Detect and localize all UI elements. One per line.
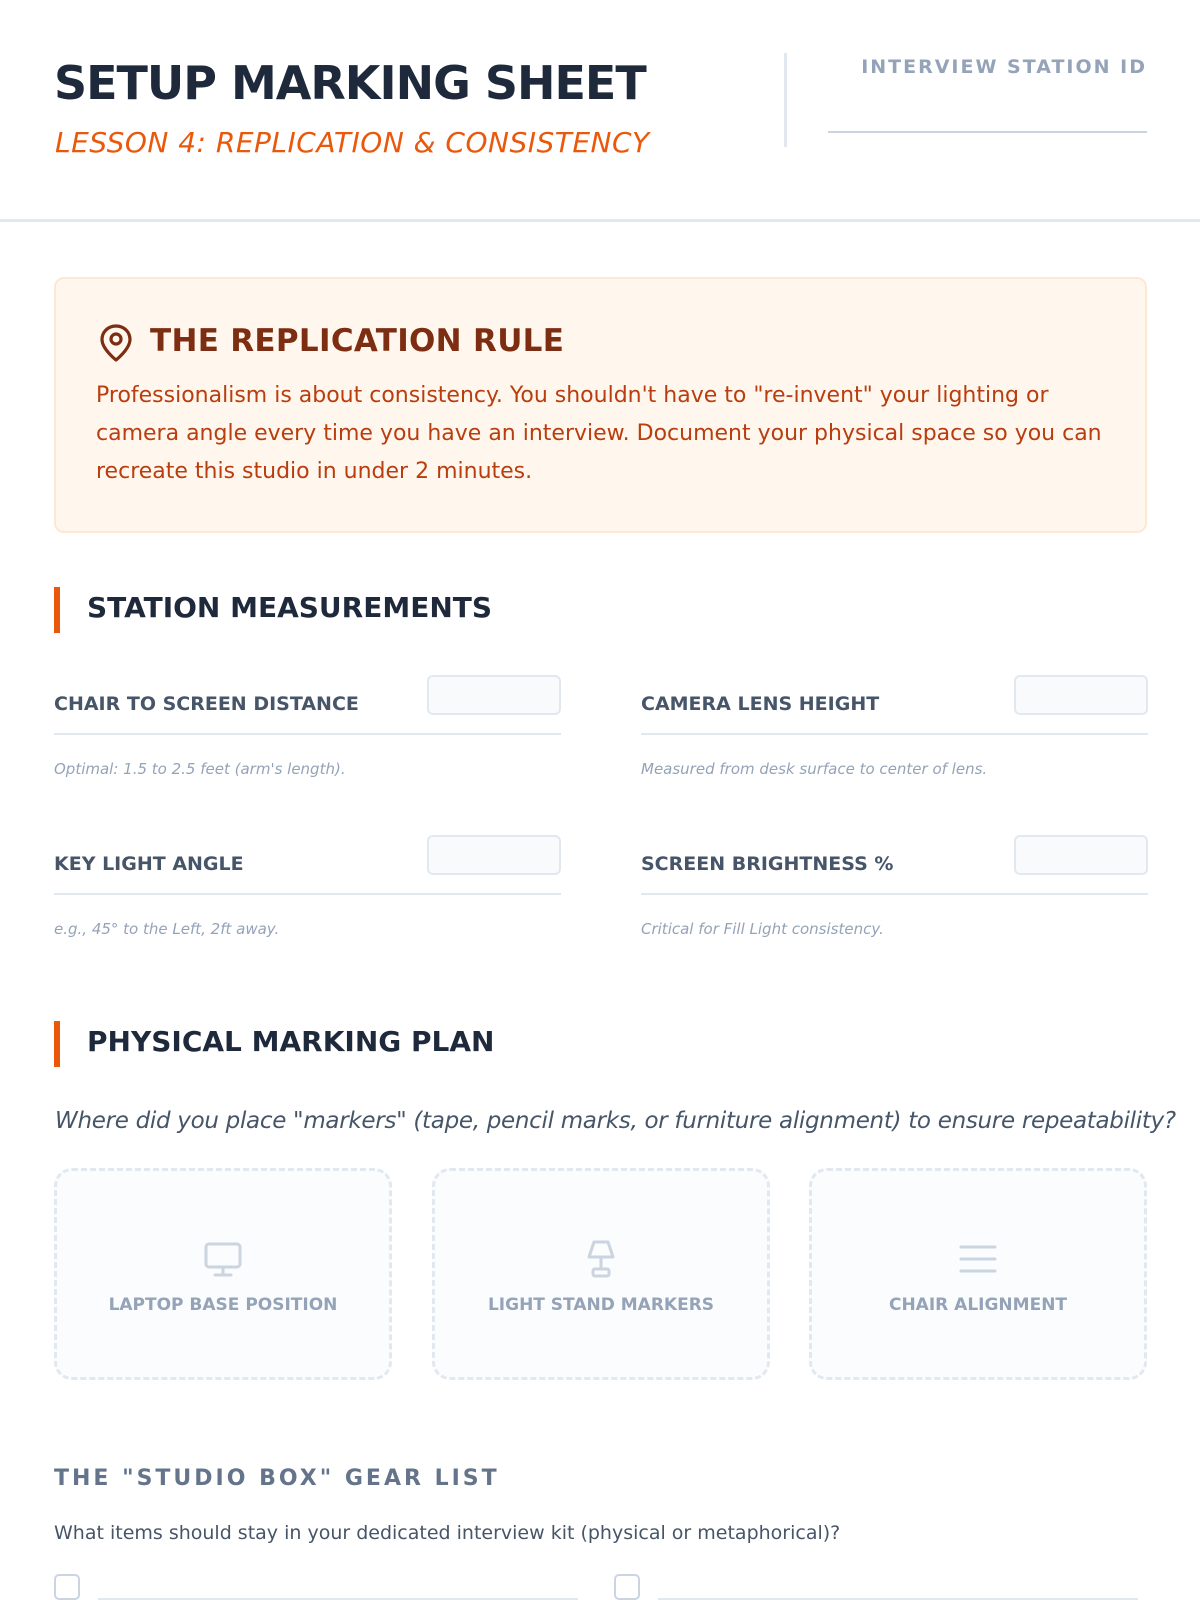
field-hint: Critical for Fill Light consistency.: [641, 920, 884, 938]
field-label: KEY LIGHT ANGLE: [54, 853, 244, 875]
monitor-icon: [203, 1239, 243, 1279]
screen-brightness-field: [641, 835, 1148, 895]
measurements-title: STATION MEASUREMENTS: [87, 591, 493, 624]
rule-title: THE REPLICATION RULE: [150, 323, 565, 359]
field-label: SCREEN BRIGHTNESS %: [641, 853, 894, 875]
replication-rule-callout: [54, 277, 1147, 533]
plan-question: Where did you place "markers" (tape, pencil marks, or furniture alignment) to ensure repeatability?: [55, 1108, 1176, 1134]
page-subtitle: LESSON 4: REPLICATION & CONSISTENCY: [55, 126, 650, 159]
lens-height-field: [641, 675, 1148, 735]
field-label: CHAIR TO SCREEN DISTANCE: [54, 693, 359, 715]
lamp-icon: [581, 1239, 621, 1279]
header-divider: [784, 53, 787, 147]
field-label: CAMERA LENS HEIGHT: [641, 693, 880, 715]
page-title: SETUP MARKING SHEET: [54, 56, 646, 110]
screen-brightness-input[interactable]: [1014, 835, 1148, 875]
lines-icon: [958, 1239, 998, 1279]
section-accent-bar: [54, 587, 60, 633]
section-accent-bar: [54, 1021, 60, 1067]
laptop-base-position-card[interactable]: [54, 1168, 392, 1380]
gear-item: [54, 1574, 584, 1600]
gear-list-question: What items should stay in your dedicated interview kit (physical or metaphorical)?: [54, 1522, 841, 1544]
chair-alignment-card[interactable]: [809, 1168, 1147, 1380]
gear-list-title: THE "STUDIO BOX" GEAR LIST: [54, 1466, 500, 1491]
card-label: LIGHT STAND MARKERS: [487, 1295, 715, 1315]
lens-height-input[interactable]: [1014, 675, 1148, 715]
plan-title: PHYSICAL MARKING PLAN: [87, 1025, 495, 1058]
map-pin-icon: [98, 323, 134, 363]
station-id-field[interactable]: [828, 131, 1147, 133]
field-hint: Optimal: 1.5 to 2.5 feet (arm's length).: [54, 760, 346, 778]
rule-text: Professionalism is about consistency. You shouldn't have to "re-invent" your lighting or camera angle every time you have an interview. Document your physical space so you can recreate this studio in under 2 minutes.: [96, 383, 1102, 484]
key-light-angle-input[interactable]: [427, 835, 561, 875]
field-hint: e.g., 45° to the Left, 2ft away.: [54, 920, 280, 938]
chair-distance-field: [54, 675, 561, 735]
gear-checkbox[interactable]: [54, 1574, 80, 1600]
page-header: [0, 0, 1200, 222]
key-light-angle-field: [54, 835, 561, 895]
chair-distance-input[interactable]: [427, 675, 561, 715]
gear-item: [614, 1574, 1148, 1600]
gear-checkbox[interactable]: [614, 1574, 640, 1600]
station-id-label: INTERVIEW STATION ID: [861, 56, 1147, 78]
card-label: LAPTOP BASE POSITION: [108, 1295, 338, 1315]
light-stand-markers-card[interactable]: [432, 1168, 770, 1380]
card-label: CHAIR ALIGNMENT: [888, 1295, 1068, 1315]
field-hint: Measured from desk surface to center of lens.: [641, 760, 988, 778]
